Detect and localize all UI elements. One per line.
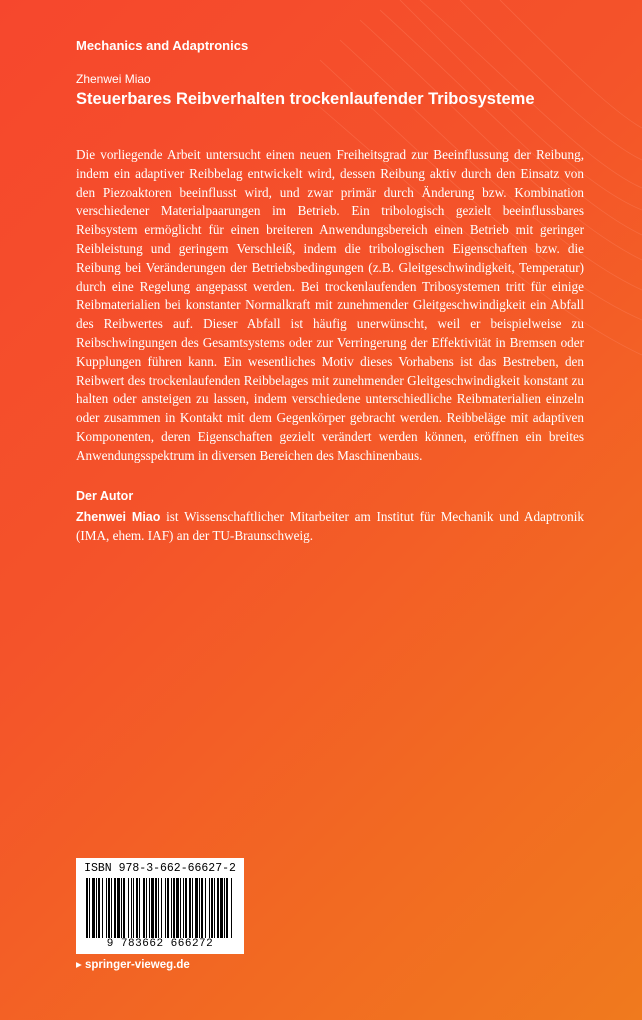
barcode-bar (192, 878, 193, 938)
barcode-bar (108, 878, 110, 938)
barcode-bar (89, 878, 90, 938)
author-name: Zhenwei Miao (76, 72, 151, 86)
barcode-bar (146, 878, 147, 938)
barcode-bar (158, 878, 159, 938)
ean-number: 9 783662 666272 (106, 938, 214, 950)
barcode-bar (167, 878, 169, 938)
barcode-bar (195, 878, 198, 938)
barcode-bar (133, 878, 134, 938)
barcode-bar (155, 878, 157, 938)
barcode-bar (131, 878, 132, 938)
barcode-bar (211, 878, 213, 938)
barcode-bar (86, 878, 88, 938)
series-title: Mechanics and Adaptronics (76, 38, 249, 53)
barcode-bar (183, 878, 184, 938)
barcode-bar (180, 878, 181, 938)
barcode-bar (226, 878, 228, 938)
about-author-name: Zhenwei Miao (76, 510, 161, 524)
isbn-barcode (76, 858, 244, 954)
barcode-bar (171, 878, 172, 938)
barcode-bar (224, 878, 225, 938)
publisher-link[interactable] (76, 957, 190, 971)
barcode-bar (201, 878, 203, 938)
barcode-bar (209, 878, 210, 938)
barcode-bar (98, 878, 100, 938)
isbn-number: ISBN 978-3-662-66627-2 (84, 862, 236, 875)
barcode-bar (173, 878, 175, 938)
barcode-bar (189, 878, 191, 938)
barcode-bar (199, 878, 200, 938)
barcode-bar (161, 878, 162, 938)
barcode-bar (217, 878, 219, 938)
barcode-bar (205, 878, 206, 938)
abstract-text: Die vorliegende Arbeit untersucht einen neuen Freiheitsgrad zur Beeinflussung der Reibung, indem ein adaptiver Reibbelag entwickelt wird, dessen Reibung aktiv durch den Einsatz von den Piezoaktoren beeinflusst wird, und zwar primär durch Änderung bzw. Kombination verschiedener Materialpaarungen im Betrieb. Ein tribologisch gezielt beeinflussbares Reibsystem ermöglicht für einen breiteren Anwendungsbereich einen Betrieb mit geringer Reibleistung und geringem Verschleiß, indem die tribologischen Eigenschaften bzw. die Reibung bei Veränderungen der Betriebsbedingungen (z.B. Gleitgeschwindigkeit, Temperatur) durch eine Regelung angepasst werden. Bei trockenlaufenden Tribosystemen tritt für einige Reibmaterialien bei konstanter Normalkraft mit zunehmender Gleitgeschwindigkeit ein Abfall des Reibwertes auf. Dieser Abfall ist häufig unerwünscht, weil er beispielweise zu Reibschwingungen des Gesamtsystems oder zur Verringerung der Effektivität in Bremsen oder Kupplungen führen kann. Ein wesentliches Motiv dieses Vorhabens ist das Bestreben, den Reibwert des trockenlaufenden Reibbelages mit zunehmender Gleitgeschwindigkeit konstant zu halten oder ansteigen zu lassen, indem verschiedene unterschiedliche Reibmaterialien einzeln oder zusammen in Kontakt mit dem Gegenkörper gebracht werden. Reibbeläge mit adaptiven Komponenten, deren Eigenschaften gezielt verändert werden können, eröffnen ein breites Anwendungsspektrum in diversen Bereichen des Maschinenbaus. (76, 147, 584, 463)
barcode-bar (220, 878, 223, 938)
barcode-bar (136, 878, 138, 938)
barcode-bar (128, 878, 129, 938)
barcode-bar (139, 878, 140, 938)
barcode-bar (102, 878, 103, 938)
barcode-bar (214, 878, 215, 938)
barcode-bar (106, 878, 107, 938)
about-author-text (76, 508, 584, 546)
book-title: Steuerbares Reibverhalten trockenlaufender Tribosysteme (76, 90, 535, 108)
barcode-bar (96, 878, 97, 938)
barcode-bar (114, 878, 116, 938)
barcode-bar (111, 878, 112, 938)
about-author-heading: Der Autor (76, 489, 134, 503)
barcode-bar (176, 878, 179, 938)
barcode-bar (92, 878, 95, 938)
arrow-right-icon: ▸ (76, 959, 85, 971)
barcode-bar (117, 878, 120, 938)
barcode-bar (165, 878, 166, 938)
barcode-bar (231, 878, 232, 938)
about-author-bio: ist Wissenschaftlicher Mitarbeiter am Institut für Mechanik und Adaptronik (IMA, ehem. IAF) an der TU-Braunschweig. (76, 509, 585, 543)
barcode-bar (121, 878, 122, 938)
barcode-bar (151, 878, 154, 938)
barcode-bars (84, 878, 236, 938)
publisher-link-text: springer-vieweg.de (84, 959, 190, 971)
barcode-bar (143, 878, 145, 938)
barcode-bar (149, 878, 150, 938)
barcode-bar (185, 878, 187, 938)
barcode-bar (123, 878, 125, 938)
